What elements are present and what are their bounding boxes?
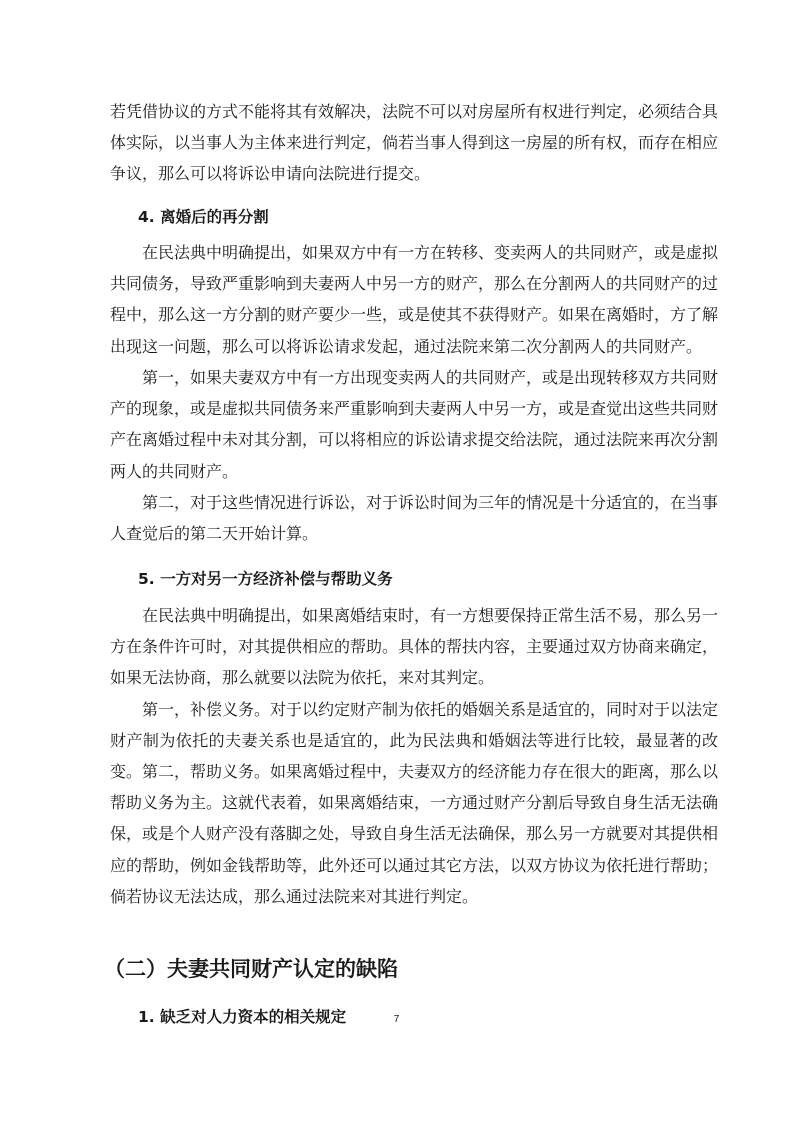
paragraph-first-point: 第一，如果夫妻双方中有一方出现变卖两人的共同财产，或是出现转移双方共同财产的现象，或是虚拟共同债务来严重影响到夫妻两人中另一方，或是查觉出这些共同财产在离婚过程中未对其分割，可以将相应的诉讼请求提交给法院，通过法院来再次分割两人的共同财产。 (110, 368, 719, 481)
chapter-heading-2: （二）夫妻共同财产认定的缺陷 (104, 957, 398, 981)
paragraph-divorce-redivision: 在民法典中明确提出，如果双方中有一方在转移、变卖两人的共同财产，或是虚拟共同债务，导致严重影响到夫妻两人中另一方的财产，那么在分割两人的共同财产的过程中，那么这一方分割的财产要少一些，或是使其不获得财产。如果在离婚时，方了解出现这一问题，那么可以将诉讼请求发起，通过法院来第二次分割两人的共同财产。 (110, 243, 719, 356)
section-heading-1: 1. 缺乏对人力资本的相关规定 (138, 1008, 347, 1026)
section-heading-5: 5. 一方对另一方经济补偿与帮助义务 (138, 570, 393, 588)
paragraph-assistance-duty: 第二，帮助义务。如果离婚过程中，夫妻双方的经济能力存在很大的距离，那么以帮助义务为主。这就代表着，如果离婚结束，一方通过财产分割后导致自身生活无法确保，或是个人财产没有落脚之处，导致自身生活无法确保，那么另一方就要对其提供相应的帮助，例如金钱帮助等，此外还可以通过其它方法，以双方协议为依托进行帮助；倘若协议无法达成，那么通过法院来对其进行判定。 (110, 762, 719, 906)
page-number: 7 (393, 1014, 400, 1025)
paragraph-compensation-intro: 在民法典中明确提出，如果离婚结束时，有一方想要保持正常生活不易，那么另一方在条件许可时，对其提供相应的帮助。具体的帮扶内容，主要通过双方协商来确定，如果无法协商，那么就要以法院为依托，来对其判定。 (110, 606, 719, 688)
section-heading-4: 4. 离婚后的再分割 (138, 208, 269, 226)
paragraph-continued: 若凭借协议的方式不能将其有效解决，法院不可以对房屋所有权进行判定，必须结合具体实际，以当事人为主体来进行判定，倘若当事人得到这一房屋的所有权，而存在相应争议，那么可以将诉讼申请向法院进行提交。 (110, 102, 719, 184)
paragraph-second-point: 第二，对于这些情况进行诉讼，对于诉讼时间为三年的情况是十分适宜的，在当事人查觉后的第二天开始计算。 (110, 493, 719, 544)
paragraph-compensation-duty: 第一，补偿义务。对于以约定财产制为依托的婚姻关系是适宜的，同时对于以法定财产制为依托的夫妻关系也是适宜的，此为民法典和婚姻法等进行比较，最显著的改变。 (110, 700, 719, 782)
